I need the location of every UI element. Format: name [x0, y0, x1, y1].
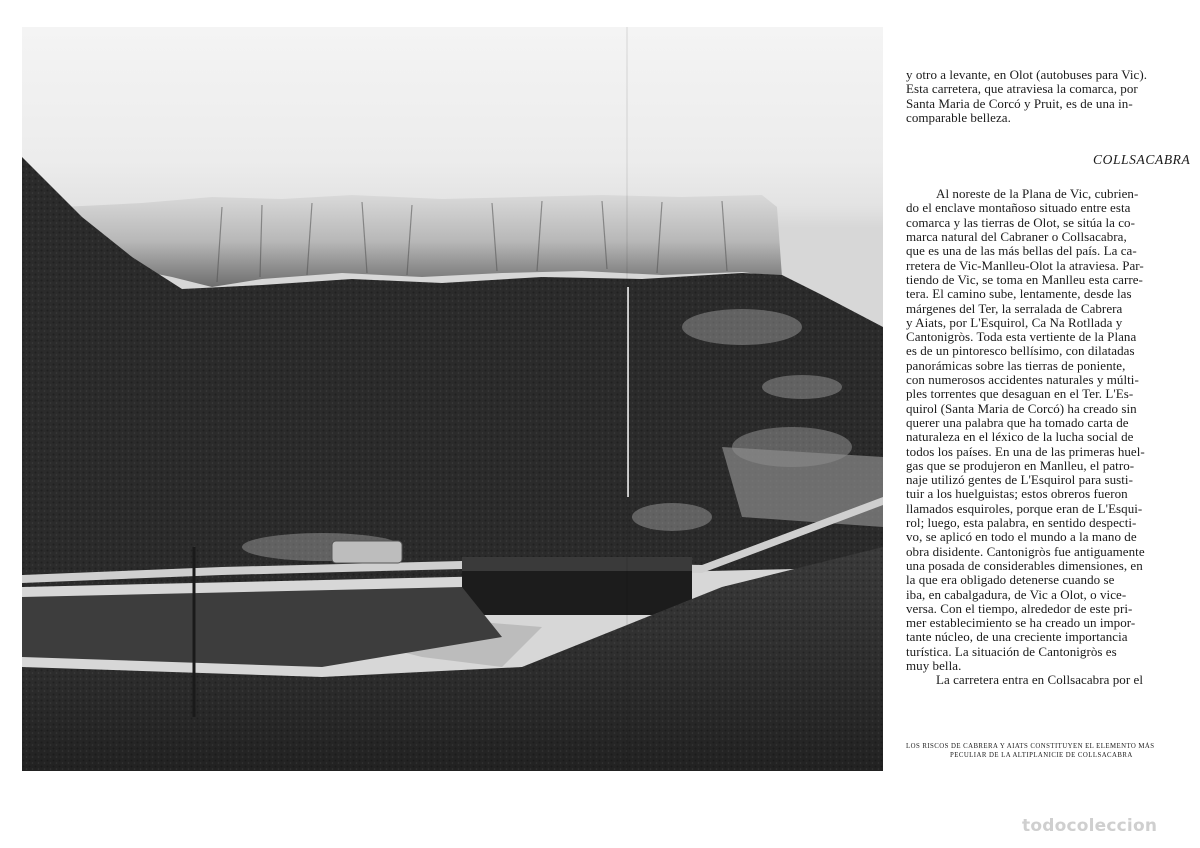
text-line: quirol (Santa Maria de Corcó) ha creado sin: [906, 400, 1137, 416]
caption-line: LOS RISCOS DE CABRERA Y AIATS CONSTITUYEN EL ELEMENTO MÁS: [906, 743, 1155, 750]
fields: [722, 447, 883, 527]
text-line: Al noreste de la Plana de Vic, cubrien-: [936, 186, 1139, 202]
text-line: mer establecimiento se ha creado un impor-: [906, 615, 1136, 631]
text-line: muy bella.: [906, 657, 962, 673]
text-line: tera. El camino sube, lentamente, desde las: [906, 286, 1132, 302]
text-line: llamados esquiroles, porque eran de L'Esqui-: [906, 500, 1143, 516]
paragraph-continuation: [906, 673, 1200, 687]
bus-shape: [332, 541, 402, 563]
text-line: naturaleza en el léxico de la lucha social de: [906, 429, 1134, 445]
text-line: do el enclave montañoso situado entre esta: [906, 200, 1131, 216]
text-line: comparable belleza.: [906, 109, 1011, 125]
paragraph-main: [906, 187, 1200, 673]
text-line: turística. La situación de Cantonigròs es: [906, 643, 1117, 659]
page-fold: [626, 27, 628, 771]
text-line: gas que se produjeron en Manlleu, el patro-: [906, 457, 1135, 473]
text-line: panorámicas sobre las tierras de poniente,: [906, 357, 1126, 373]
text-line: con numerosos accidentes naturales y múlti-: [906, 372, 1139, 388]
text-line: naje utilizó gentes de L'Esquirol para susti-: [906, 472, 1133, 488]
text-line: vo, se aplicó en todo el mundo a la mano de: [906, 529, 1137, 545]
text-line: tante núcleo, de una creciente importancia: [906, 629, 1128, 645]
cliff-face: [62, 195, 782, 287]
text-line: es de un pintoresco bellísimo, con dilatadas: [906, 343, 1135, 359]
section-heading: COLLSACABRA: [1093, 152, 1191, 168]
paragraph-intro: [906, 68, 1200, 125]
text-line: rol; luego, esta palabra, en sentido despecti-: [906, 515, 1137, 531]
text-line: ples torrentes que desaguan en el Ter. L'Es-: [906, 386, 1134, 402]
text-line: márgenes del Ter, la serralada de Cabrera: [906, 300, 1123, 316]
text-line: Esta carretera, que atraviesa la comarca, por: [906, 81, 1138, 97]
text-line: comarca y las tierras de Olot, se sitúa la co-: [906, 214, 1135, 230]
text-line: iba, en cabalgadura, de Vic a Olot, o vice-: [906, 586, 1127, 602]
caption-line: PECULIAR DE LA ALTIPLANICIE DE COLLSACABRA: [950, 752, 1133, 759]
text-line: la que era obligado detenerse cuando se: [906, 572, 1115, 588]
text-line: La carretera entra en Collsacabra por el: [936, 672, 1143, 688]
text-line: versa. Con el tiempo, alrededor de este pri-: [906, 600, 1133, 616]
text-line: Cantonigròs. Toda esta vertiente de la Plana: [906, 329, 1137, 345]
text-column: [906, 68, 1200, 768]
landscape-photo: [22, 27, 883, 771]
text-line: obra disidente. Cantonigròs fue antiguamente: [906, 543, 1145, 559]
text-line: y Aiats, por L'Esquirol, Ca Na Rotllada y: [906, 314, 1123, 330]
watermark-logo: todocoleccion: [1022, 816, 1158, 836]
text-line: tuir a los huelguistas; estos obreros fueron: [906, 486, 1128, 502]
text-line: querer una palabra que ha tomado carta de: [906, 414, 1129, 430]
text-line: que es una de las más bellas del país. La ca-: [906, 243, 1137, 259]
photo-caption: [906, 742, 1200, 760]
text-line: todos los países. En una de las primeras huel-: [906, 443, 1145, 459]
text-line: rretera de Vic-Manlleu-Olot la atraviesa. Par-: [906, 257, 1144, 273]
landscape-illustration: [22, 27, 883, 771]
text-line: y otro a levante, en Olot (autobuses para Vic).: [906, 68, 1148, 82]
text-line: Santa Maria de Corcó y Pruit, es de una in-: [906, 95, 1133, 111]
text-line: una posada de considerables dimensiones, en: [906, 557, 1143, 573]
bridge-shape: [462, 557, 692, 571]
text-line: tiendo de Vic, se toma en Manlleu esta carre-: [906, 271, 1143, 287]
text-line: marca natural del Cabraner o Collsacabra,: [906, 229, 1127, 245]
